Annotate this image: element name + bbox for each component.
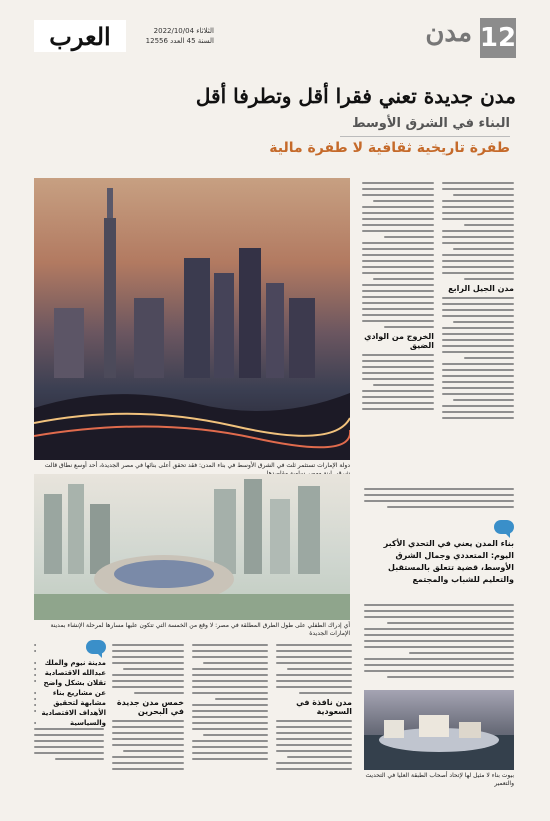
pull-quote-2-box (36, 640, 106, 728)
issue-info (134, 26, 214, 46)
quote-bubble-icon-2 (86, 640, 106, 654)
pull-quote-1 (364, 520, 514, 586)
text-column-bottom-3 (192, 640, 268, 810)
issue-date: الثلاثاء 2022/10/04 (153, 27, 214, 35)
pull-quote-2-text: مدينة نيوم والملك عبدالله الاقتصادية تقلان بشكل واضح عن مشاريع بناء مشابهة لتحقيق الأهداف الاقتصادية والسياسية (41, 659, 106, 727)
quote-bubble-icon (494, 520, 514, 534)
subtitle-secondary: طفرة تاريخية ثقافية لا طفرة مالية (269, 140, 510, 156)
section-name: مدن (425, 18, 472, 48)
subtitle-primary: البناء في الشرق الأوسط (352, 116, 510, 131)
text-column-right-lower (364, 484, 514, 514)
crosshead-narrow-valley: الخروج من الوادي الضيق (364, 332, 434, 350)
masthead (34, 18, 516, 64)
photo1-caption: دولة الإمارات تستثمر ثلث في الشرق الأوسط في بناء المدن: فقد تحقق أعلى بنائها في مصر الجديدة، أحد أوسع نطاق قالت (44, 462, 350, 469)
newspaper-logo: العرب (34, 20, 126, 52)
text-column-right (442, 178, 514, 478)
text-column-bottom-4 (276, 640, 352, 810)
city-model-photo (34, 474, 350, 620)
crosshead-saudi: مدن نافذة في السعودية (296, 698, 352, 716)
divider (340, 136, 510, 137)
photo2-caption: أي إدراك الطفلي على طول الطرق المطلقة في مصر: لا وقع من الخمسة التي تتكون عليها مسارها لمرحلة الإنشاء بمدينة الإمارات الجديدة (50, 622, 350, 637)
city-skyline-photo (34, 178, 350, 460)
text-column-middle (362, 178, 434, 478)
pull-quote-1-text: بناء المدن يعني في التحدي الأكبر اليوم: المتعددي وجمال الشرق الأوسط، قضية تتعلق بالمستقبل والتعليم للشباب والمجتمع (383, 539, 514, 584)
text-column-bottom-2 (112, 640, 184, 810)
crosshead-bahrain: خمس مدن جديدة في البحرين (116, 698, 184, 716)
text-column-right-bottom (364, 600, 514, 686)
section-number: 12 (480, 18, 516, 58)
issue-number: السنة 45 العدد 12556 (145, 37, 214, 45)
headline: مدن جديدة تعني فقرا أقل وتطرفا أقل (195, 84, 516, 108)
bahrain-project-photo (364, 690, 514, 770)
photo3-caption: بيوت بناء لا مثيل لها لإتحاد أصحاب الطبقة العليا في التحديث والتعمير (365, 772, 514, 787)
crosshead-fourth-gen: مدن الجيل الرابع (448, 284, 514, 293)
